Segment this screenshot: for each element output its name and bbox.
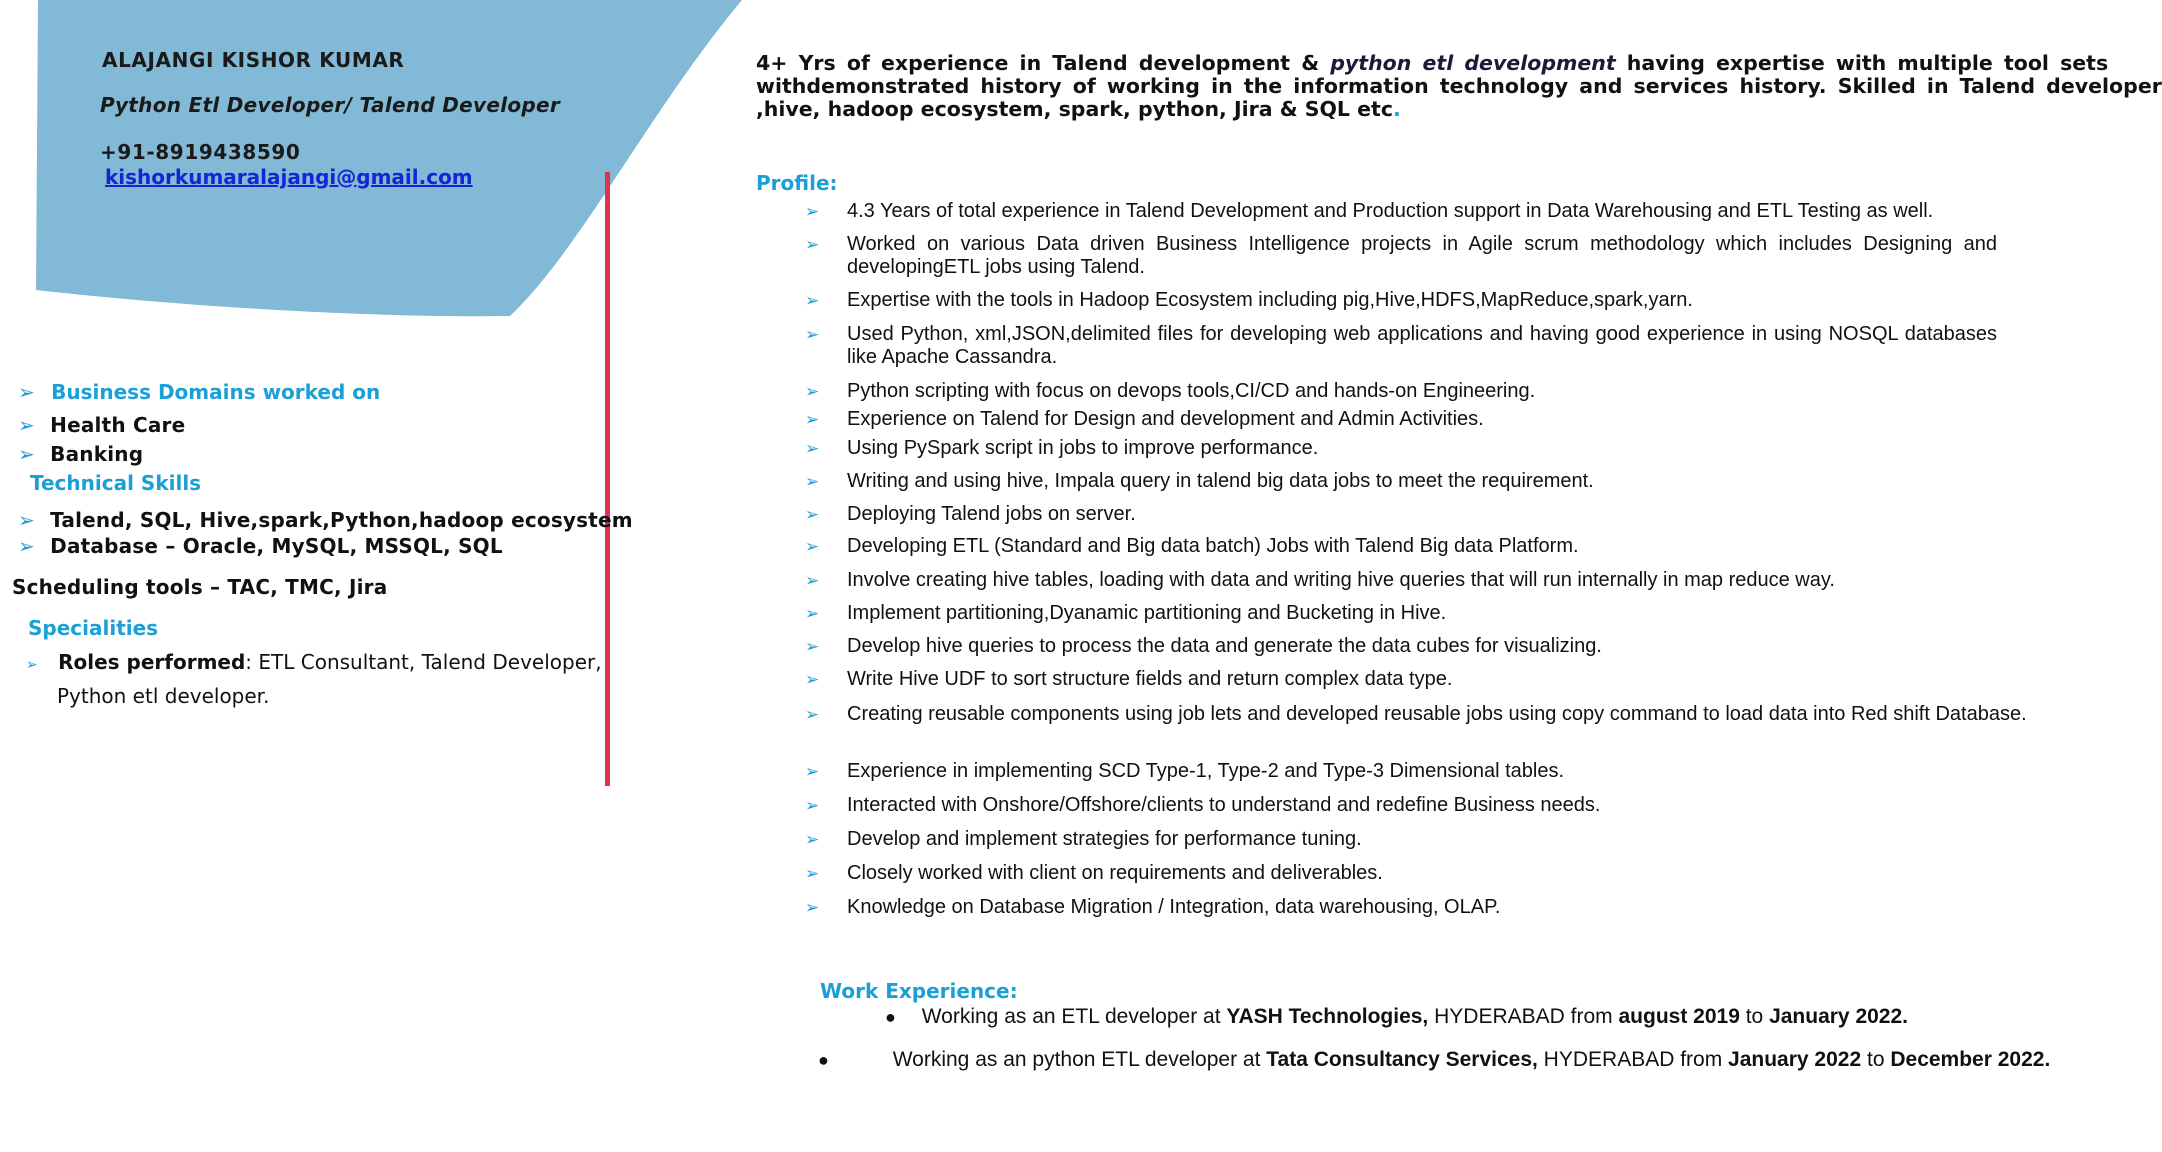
candidate-role: Python Etl Developer/ Talend Developer xyxy=(100,93,561,117)
profile-item-text: Experience in implementing SCD Type-1, Type-2 and Type-3 Dimensional tables. xyxy=(847,760,1565,782)
arrow-bullet-icon: ➢ xyxy=(805,439,820,458)
arrow-bullet-icon: ➢ xyxy=(18,534,35,558)
arrow-bullet-icon: ➢ xyxy=(805,830,820,849)
arrow-bullet-icon: ➢ xyxy=(805,796,820,815)
bullet-dot-icon: ● xyxy=(885,1007,896,1027)
arrow-bullet-icon: ➢ xyxy=(805,537,820,556)
arrow-bullet-icon: ➢ xyxy=(18,413,35,437)
domains-heading: Business Domains worked on xyxy=(51,380,381,404)
profile-item-text: Creating reusable components using job lets and developed reusable jobs using copy command to load data into Red shift Database. xyxy=(847,703,2027,725)
profile-item-text: Implement partitioning,Dyanamic partitioning and Bucketing in Hive. xyxy=(847,602,1447,624)
profile-item-text: Used Python, xml,JSON,delimited files for developing web applications and having good experience in using NOSQL databases like Apache Cassandra. xyxy=(847,323,1997,368)
summary xyxy=(756,51,2162,121)
arrow-bullet-icon: ➢ xyxy=(18,508,35,532)
email-link[interactable]: kishorkumaralajangi@gmail.com xyxy=(105,165,473,189)
scheduling-tools: Scheduling tools – TAC, TMC, Jira xyxy=(12,575,388,599)
profile-item-text: Using PySpark script in jobs to improve performance. xyxy=(847,437,1319,459)
summary-line-1: 4+ Yrs of experience in Talend development & python etl development having expertise with multiple tool sets xyxy=(756,51,2109,75)
domain-item: ➢ Banking xyxy=(18,442,144,466)
work-experience-heading: Work Experience: xyxy=(820,979,1018,1003)
profile-item-text: Developing ETL (Standard and Big data batch) Jobs with Talend Big data Platform. xyxy=(847,535,1579,557)
profile-item-text: Involve creating hive tables, loading with data and writing hive queries that will run internally in map reduce way. xyxy=(847,569,1835,591)
work-item: ● Working as an python ETL developer at Tata Consultancy Services, HYDERABAD from January 2022 to December 2022. xyxy=(818,1048,2051,1071)
arrow-bullet-icon: ➢ xyxy=(805,505,820,524)
profile-item-text: Knowledge on Database Migration / Integration, data warehousing, OLAP. xyxy=(847,896,1501,918)
arrow-bullet-icon: ➢ xyxy=(805,864,820,883)
profile-item-text: Python scripting with focus on devops tools,CI/CD and hands-on Engineering. xyxy=(847,380,1536,402)
roles-value: : ETL Consultant, Talend Developer, xyxy=(245,650,602,674)
arrow-bullet-icon: ➢ xyxy=(18,380,35,404)
profile-item-text: Interacted with Onshore/Offshore/clients to understand and redefine Business needs. xyxy=(847,794,1601,816)
specialities-heading: Specialities xyxy=(28,616,159,640)
arrow-bullet-icon: ➢ xyxy=(26,657,38,673)
profile-item-text: Writing and using hive, Impala query in talend big data jobs to meet the requirement. xyxy=(847,470,1594,492)
arrow-bullet-icon: ➢ xyxy=(805,291,820,310)
domains-heading-row xyxy=(18,380,380,404)
profile-item-text: Deploying Talend jobs on server. xyxy=(847,503,1136,525)
skill-item: ➢ Database – Oracle, MySQL, MSSQL, SQL xyxy=(18,534,503,558)
skill-item: ➢ Talend, SQL, Hive,spark,Python,hadoop ecosystem xyxy=(18,508,633,532)
arrow-bullet-icon: ➢ xyxy=(805,235,820,254)
profile-item-text: Write Hive UDF to sort structure fields and return complex data type. xyxy=(847,668,1453,690)
arrow-bullet-icon: ➢ xyxy=(805,705,820,724)
profile-item-text: Experience on Talend for Design and development and Admin Activities. xyxy=(847,408,1484,430)
arrow-bullet-icon: ➢ xyxy=(805,472,820,491)
arrow-bullet-icon: ➢ xyxy=(805,410,820,429)
arrow-bullet-icon: ➢ xyxy=(805,670,820,689)
arrow-bullet-icon: ➢ xyxy=(805,202,820,221)
profile-item-text: Worked on various Data driven Business Intelligence projects in Agile scrum methodology which includes Designing and developingETL jobs using Talend. xyxy=(847,233,1997,278)
candidate-name: ALAJANGI KISHOR KUMAR xyxy=(102,48,405,72)
phone-number: +91-8919438590 xyxy=(100,140,301,164)
vertical-divider xyxy=(605,172,610,786)
profile-item-text: Develop hive queries to process the data and generate the data cubes for visualizing. xyxy=(847,635,1602,657)
profile-item-text: Expertise with the tools in Hadoop Ecosystem including pig,Hive,HDFS,MapReduce,spark,yarn. xyxy=(847,289,1693,311)
profile-item-text: Develop and implement strategies for performance tuning. xyxy=(847,828,1362,850)
roles-performed xyxy=(26,650,602,674)
profile-item-text: 4.3 Years of total experience in Talend Development and Production support in Data Warehousing and ETL Testing as well. xyxy=(847,200,1934,222)
roles-label: Roles performed xyxy=(58,650,246,674)
domain-item: ➢ Health Care xyxy=(18,413,186,437)
profile-item-text: Closely worked with client on requirements and deliverables. xyxy=(847,862,1383,884)
work-item: ● Working as an ETL developer at YASH Technologies, HYDERABAD from august 2019 to January 2022. xyxy=(885,1005,1908,1028)
arrow-bullet-icon: ➢ xyxy=(805,382,820,401)
summary-italic: python etl development xyxy=(1330,51,1616,75)
arrow-bullet-icon: ➢ xyxy=(805,571,820,590)
summary-line-2: withdemonstrated history of working in the information technology and services history. Skilled in Talend developer xyxy=(756,74,2162,98)
summary-line-3: ,hive, hadoop ecosystem, spark, python, Jira & SQL etc. xyxy=(756,97,1401,121)
arrow-bullet-icon: ➢ xyxy=(18,442,35,466)
arrow-bullet-icon: ➢ xyxy=(805,325,820,344)
arrow-bullet-icon: ➢ xyxy=(805,604,820,623)
arrow-bullet-icon: ➢ xyxy=(805,637,820,656)
arrow-bullet-icon: ➢ xyxy=(805,762,820,781)
roles-value-cont: Python etl developer. xyxy=(57,684,270,708)
bullet-dot-icon: ● xyxy=(818,1050,829,1070)
profile-heading: Profile: xyxy=(756,171,838,195)
technical-skills-heading: Technical Skills xyxy=(30,471,202,495)
arrow-bullet-icon: ➢ xyxy=(805,898,820,917)
